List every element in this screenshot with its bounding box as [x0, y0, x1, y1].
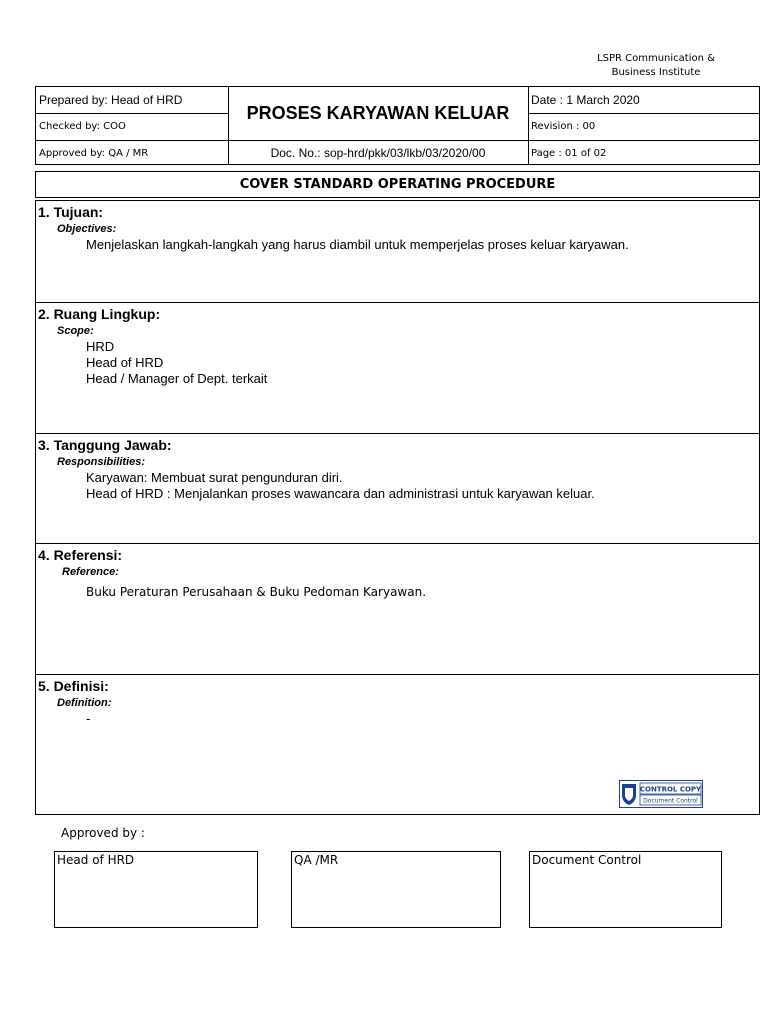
- section-body: [86, 237, 629, 253]
- control-copy-stamp-graphic: [619, 780, 703, 808]
- section-title: 3. Tanggung Jawab:: [38, 437, 172, 453]
- section-subtitle: Objectives:: [57, 223, 117, 235]
- section-subtitle: Scope:: [57, 325, 94, 337]
- section-subtitle: Reference:: [62, 566, 119, 578]
- signature-box-head-hrd: [54, 851, 258, 928]
- section-line: Head / Manager of Dept. terkait: [86, 371, 268, 386]
- section-line: -: [86, 711, 91, 726]
- section-objectives: [36, 201, 759, 302]
- signature-box-document-control: [529, 851, 722, 928]
- cover-title: COVER STANDARD OPERATING PROCEDURE: [35, 171, 760, 198]
- signature-box-label: Document Control: [532, 853, 642, 867]
- approved-by: Approved by: QA / MR: [39, 147, 149, 159]
- section-subtitle: Definition:: [57, 697, 112, 709]
- doc-number: Doc. No.: sop-hrd/pkk/03/lkb/03/2020/00: [270, 146, 486, 160]
- section-line: Menjelaskan langkah-langkah yang harus diambil untuk memperjelas proses keluar karyawan.: [86, 237, 629, 252]
- signature-box-label: QA /MR: [294, 853, 339, 867]
- institute-line-2: Business Institute: [611, 67, 701, 78]
- section-line: Karyawan: Membuat surat pengunduran diri.: [86, 470, 343, 485]
- section-body: [86, 711, 90, 727]
- section-line: HRD: [86, 339, 115, 354]
- document-title: PROSES KARYAWAN KELUAR: [246, 103, 510, 123]
- signature-box-label: Head of HRD: [57, 853, 135, 867]
- stamp-subtitle: Document Control: [643, 797, 698, 805]
- page-number: Page : 01 of 02: [531, 147, 607, 159]
- section-line: Head of HRD : Menjalankan proses wawancara dan administrasi untuk karyawan keluar.: [86, 486, 595, 501]
- section-body: [86, 470, 595, 502]
- section-line: Head of HRD: [86, 355, 164, 370]
- section-body: [86, 339, 267, 387]
- section-line: Buku Peraturan Perusahaan & Buku Pedoman Karyawan.: [86, 585, 427, 599]
- institute-line-1: LSPR Communication &: [597, 53, 715, 64]
- institute-name: [576, 52, 736, 80]
- section-scope: [36, 302, 759, 433]
- section-title: 4. Referensi:: [38, 547, 123, 563]
- section-body: [86, 584, 426, 600]
- section-responsibilities: [36, 433, 759, 543]
- prepared-by: Prepared by: Head of HRD: [39, 93, 183, 107]
- approval-label: Approved by :: [61, 826, 145, 840]
- stamp-title: CONTROL COPY: [639, 785, 702, 794]
- section-title: 1. Tujuan:: [38, 204, 104, 220]
- section-reference: [36, 543, 759, 674]
- control-copy-stamp: [619, 780, 703, 808]
- document-date: Date : 1 March 2020: [531, 93, 640, 107]
- section-subtitle: Responsibilities:: [57, 456, 146, 468]
- sop-sections: [35, 200, 760, 815]
- revision-number: Revision : 00: [531, 121, 596, 132]
- signature-box-qa-mr: [291, 851, 501, 928]
- checked-by: Checked by: COO: [39, 121, 126, 132]
- document-header-table: [35, 86, 760, 165]
- section-title: 2. Ruang Lingkup:: [38, 306, 161, 322]
- section-title: 5. Definisi:: [38, 678, 109, 694]
